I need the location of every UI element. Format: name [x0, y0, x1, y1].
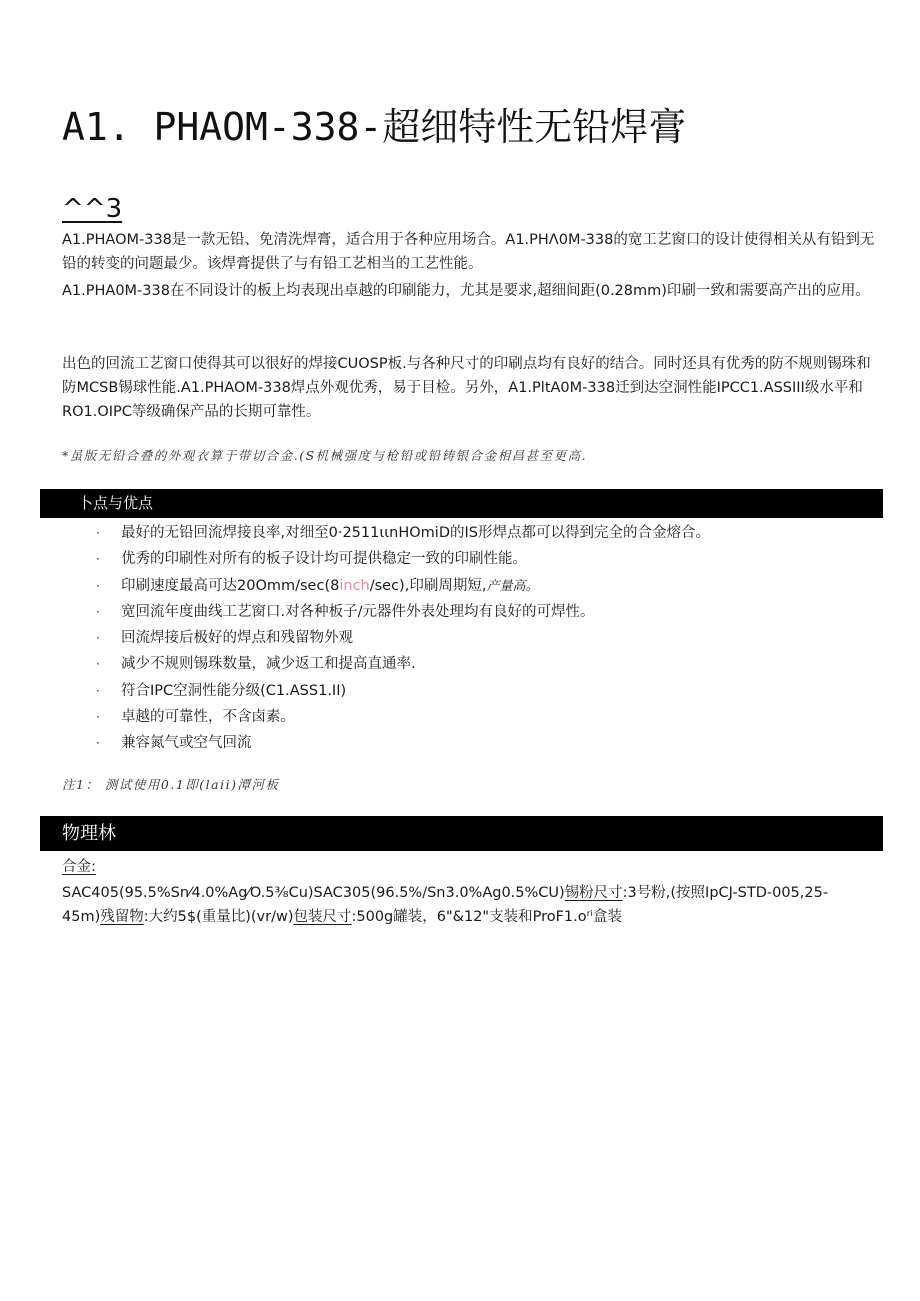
list-item: · 优秀的印刷性对所有的板子设计均可提供稳定一致的印刷性能。: [96, 546, 710, 572]
list-item: · 兼容氮气或空气回流: [96, 730, 710, 756]
bullet-icon: ·: [96, 604, 100, 619]
intro-paragraph-2: A1.PHA0M-338在不同设计的板上均表现出卓越的印刷能力，尤其是要求,超细间距(0.28mm)印刷一致和需要高产出的应用。: [62, 283, 870, 299]
feature-list: [96, 520, 710, 757]
powder-size-label: 锡粉尺寸: [564, 885, 623, 901]
list-item: · 最好的无铅回流焊接良率,对细至0·2511ιιnHOmiD的IS形焊点都可以得到完全的合金熔合。: [96, 520, 710, 546]
residue-label: 残留物: [100, 909, 144, 925]
list-item: · 宽回流年度曲线工艺窗口.对各种板子/元器件外表处理均有良好的可焊性。: [96, 599, 710, 625]
list-item: · 回流焊接后极好的焊点和残留物外观: [96, 625, 710, 651]
bullet-icon: ·: [96, 683, 100, 698]
section-header-physical: 物理林: [40, 816, 883, 851]
list-item: · 减少不规则锡珠数量，减少返工和提高直通率.: [96, 651, 710, 677]
list-item: · 符合IPC空洞性能分级(C1.ASS1.II): [96, 678, 710, 704]
bullet-icon: ·: [96, 736, 100, 751]
physical-properties-text: SAC405(95.5%Sn⁄4.0%Ag⁄O.5⅜Cu)SAC305(96.5%/Sn3.0%Ag0.5%CU)锡粉尺寸:3号粉,(按照IpCJ-STD-005,25-45m)残留物:大约5$(重量比)(vr/w)包装尺寸:500g罐装，6"&12"支装和ProF1.oʳⁱ盒装: [62, 885, 829, 925]
intro-paragraph-3: 出色的回流工艺窗口使得其可以很好的焊接CUOSP板.与各种尺寸的印刷点均有良好的结合。同时还具有优秀的防不规则锡珠和防MCSB锡球性能.A1.PHAOM-338焊点外观优秀，易于目检。另外，A1.PltA0M-338迁到达空洞性能IPCC1.ASSIII级水平和RO1.OIPC等级确保产品的长期可靠性。: [62, 356, 871, 420]
section-header-features: 卜点与优点: [40, 489, 883, 518]
footnote-test: 注1： 测试使用0.1即(laii)潭河板: [62, 777, 280, 792]
list-item: · 卓越的可靠性，不含卤素。: [96, 704, 710, 730]
bullet-icon: ·: [96, 526, 100, 540]
bullet-icon: ·: [96, 710, 100, 725]
package-size-label: 包装尺寸: [293, 909, 352, 925]
bullet-icon: ·: [96, 657, 100, 672]
bullet-icon: ·: [96, 578, 100, 593]
bullet-icon: ·: [96, 552, 100, 567]
document-title: A1. PHAOM-338-超细特性无铅焊膏: [62, 105, 687, 149]
bullet-icon: ·: [96, 631, 100, 646]
alloy-label: 合金:: [62, 859, 96, 875]
footnote-alloy: *虽版无铅合叠的外观衣算于带切合金.(S机械强度与枪铅或铅铸银合金相昌甚至更高.: [62, 448, 588, 463]
list-item: · 印刷速度最高可达20Omm/sec(8inch/sec),印刷周期短,产量高。: [96, 573, 710, 599]
intro-heading: ^^3: [62, 194, 123, 224]
intro-paragraph-1: A1.PHAOM-338是一款无铅、免清洗焊膏，适合用于各种应用场合。A1.PHΛ0M-338的宽工艺窗口的设计使得相关从有铅到无铅的转变的问题最少。该焊膏提供了与有铅工艺相当的工艺性能。: [62, 232, 875, 272]
